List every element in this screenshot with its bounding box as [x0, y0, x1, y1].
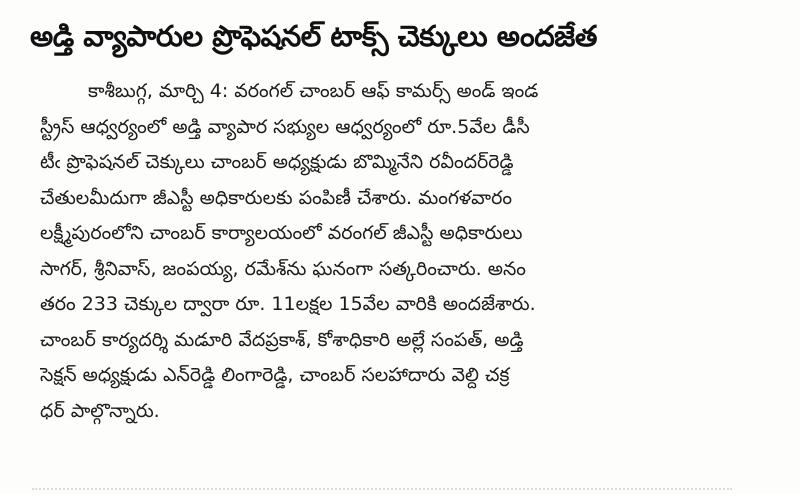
article-line: చాంబర్ కార్యదర్శి మడూరి వేదప్రకాశ్, కోశాధికారి అల్లే సంపత్, అడ్తి	[40, 328, 524, 351]
article-line: చేతులమీదుగా జీఎస్టీ అధికారులకు పంపిణీ చేశారు. మంగళవారం	[40, 186, 512, 209]
article-line: ధర్ పాల్గొన్నారు.	[40, 399, 160, 422]
article-line: సెక్షన్ అధ్యక్షుడు ఎన్‌రెడ్డి లింగారెడ్డి, చాంబర్ సలహాదారు వెల్ది చక్ర	[40, 364, 510, 386]
article-line: తరం 233 చెక్కుల ద్వారా రూ. 11లక్షల 15వేల వారికి అందజేశారు.	[40, 293, 536, 315]
cropped-next-line	[32, 488, 732, 500]
article-line: లక్ష్మీపురంలోని చాంబర్ కార్యాలయంలో వరంగల్ జీఎస్టీ అధికారులు	[40, 222, 523, 244]
article-body	[40, 74, 730, 429]
article-line: టీఁ ప్రొఫెషనల్ చెక్కులు చాంబర్ అధ్యక్షుడు బొమ్మినేని రవీందర్‌రెడ్డి	[40, 151, 514, 173]
article-line: స్ట్రీస్ ఆధ్వర్యంలో అడ్తి వ్యాపార సభ్యుల ఆధ్వర్యంలో రూ.5వేల డీసీ	[40, 115, 530, 138]
article-line: కాశీబుగ్గ, మార్చి 4: వరంగల్ చాంబర్ ఆఫ్ కామర్స్ అండ్ ఇండ	[88, 80, 539, 102]
article-headline: అడ్తి వ్యాపారుల ప్రొఫెషనల్ టాక్స్ చెక్కులు అందజేత	[30, 19, 597, 53]
article-line: సాగర్, శ్రీనివాస్, జంపయ్య, రమేశ్‌ను ఘనంగా సత్కరించారు. అనం	[40, 257, 526, 280]
